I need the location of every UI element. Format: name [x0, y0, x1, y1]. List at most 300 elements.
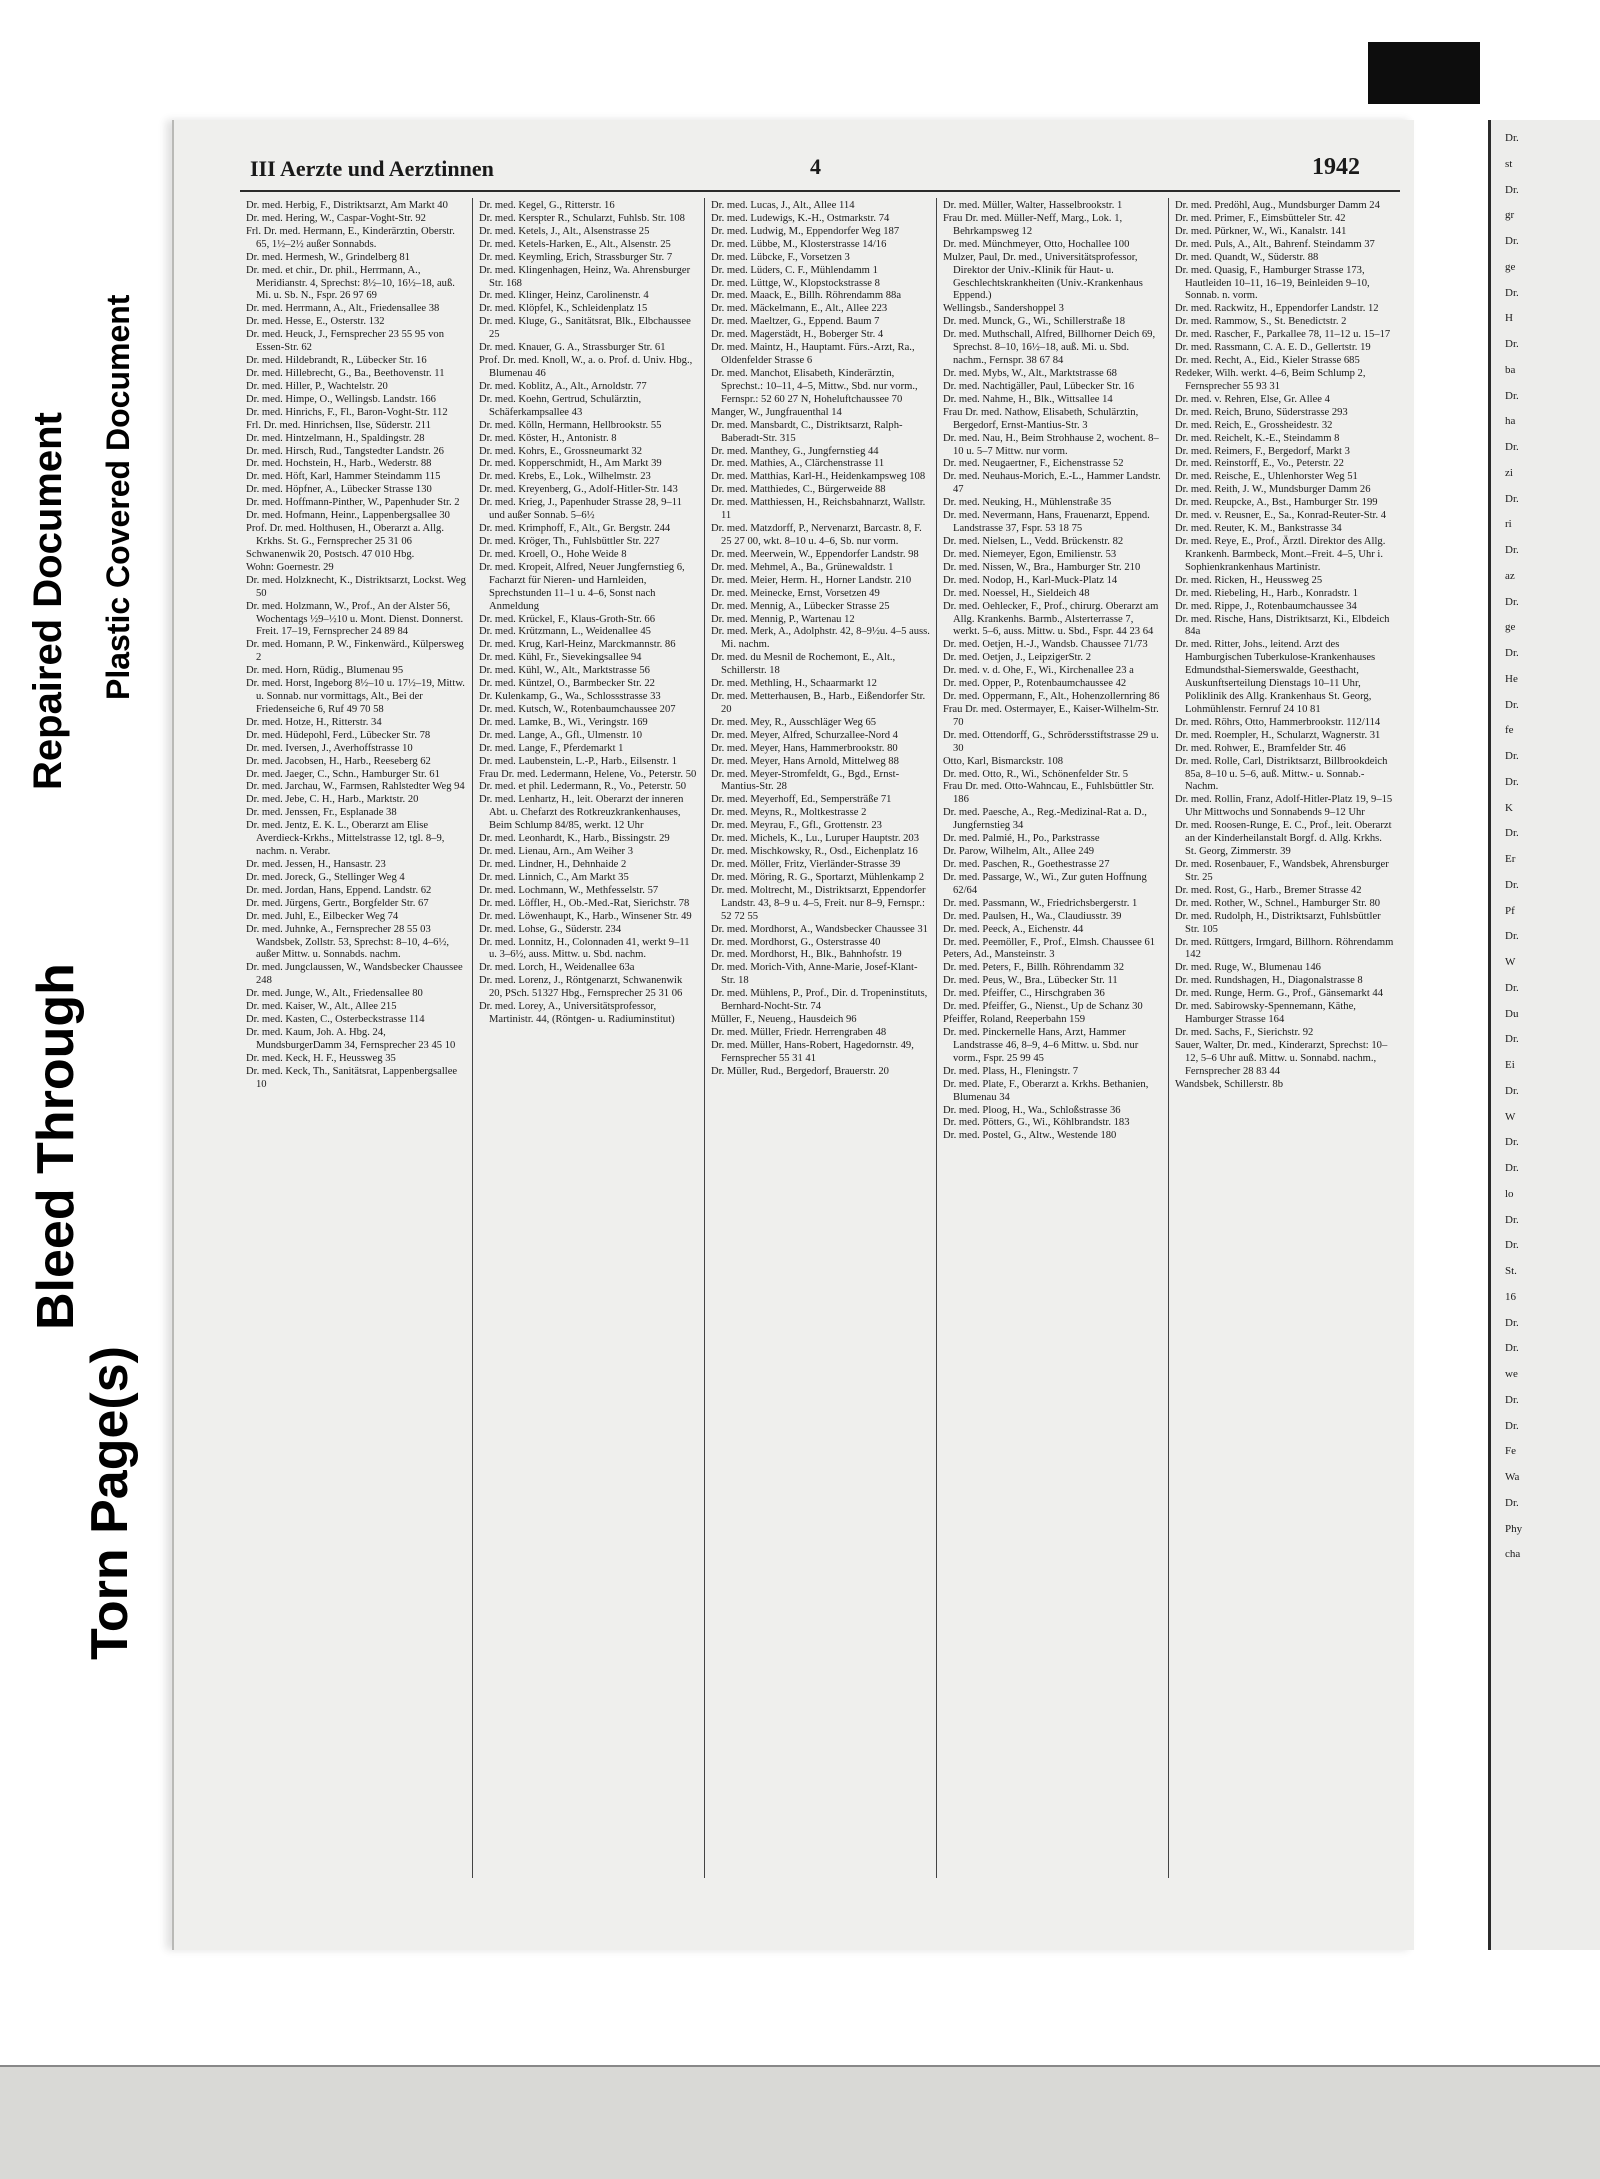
directory-entry: Dr. med. Rammow, S., St. Benedictstr. 2: [1175, 316, 1347, 328]
adjacent-page-fragment: Du: [1505, 1007, 1519, 1020]
adjacent-page-fragment: we: [1505, 1368, 1518, 1380]
directory-entry: Dr. med. Ritter, Johs., leitend. Arzt des Hamburgischen Tuberkulose-Krankenhauses Edmundsthal-Siemerswalde, Geesthacht, Auskunftserteilung Dienstags 10–11 Uhr, Poliklinik des Allg. Krankenhaus St. Georg, Lohmühlenstr. Fernruf 24 10 81: [1175, 639, 1376, 715]
directory-entry: Dr. med. Mäckelmann, E., Alt., Allee 223: [711, 303, 888, 315]
directory-entry: Dr. med. Horst, Ingeborg 8½–10 u. 17½–19, Mittw. u. Sonnab. nur vormittags, Alt., Bei der Friedenseiche 6, Ruf 49 70 58: [246, 678, 465, 715]
directory-entry: Dr. med. Meyns, R., Moltkestrasse 2: [711, 807, 867, 819]
directory-entry: Dr. med. Jaeger, C., Schn., Hamburger Str. 61: [246, 768, 440, 780]
section-title: III Aerzte und Aerztinnen: [250, 156, 494, 181]
directory-entry: Dr. med. Maack, E., Billh. Röhrendamm 88a: [711, 290, 902, 302]
directory-entry: Dr. med. Krützmann, L., Weidenallee 45: [479, 626, 651, 638]
directory-entry: Dr. med. Lonnitz, H., Colonnaden 41, werkt 9–11 u. 3–6½, auss. Mittw. u. Sbd. nachm.: [479, 936, 690, 961]
directory-entry: Dr. med. Rundshagen, H., Diagonalstrasse 8: [1175, 975, 1363, 987]
directory-entry: Dr. med. Peemöller, F., Prof., Elmsh. Chaussee 61: [943, 936, 1156, 948]
directory-entry: Dr. Müller, Rud., Bergedorf, Brauerstr. 20: [711, 1065, 889, 1077]
adjacent-page-fragment: Dr.: [1505, 878, 1519, 891]
directory-entry: Dr. med. Mehmel, A., Ba., Grünewaldstr. 1: [711, 561, 894, 573]
adjacent-page-fragment: Dr.: [1505, 1316, 1519, 1329]
page-content: [240, 150, 1400, 1910]
directory-entry: Dr. med. du Mesnil de Rochemont, E., Alt., Schillerstr. 18: [711, 652, 896, 677]
directory-entry: Dr. med. Klinger, Heinz, Carolinenstr. 4: [479, 290, 649, 302]
adjacent-page-fragment: Dr.: [1505, 775, 1519, 788]
adjacent-page-fragment: Dr.: [1505, 1213, 1519, 1226]
directory-entry: Dr. med. Lindner, H., Dehnhaide 2: [479, 859, 627, 871]
adjacent-page-fragment: Dr.: [1505, 1239, 1519, 1252]
adjacent-page-fragment: Fe: [1505, 1445, 1516, 1458]
directory-entry: Dr. med. Hüdepohl, Ferd., Lübecker Str. 78: [246, 729, 431, 741]
directory-entry: Dr. med. Rassmann, C. A. E. D., Gellertstr. 19: [1175, 342, 1371, 354]
directory-entry: Dr. med. Jarchau, W., Farmsen, Rahlstedter Weg 94: [246, 781, 465, 793]
directory-entry: Dr. med. Holzknecht, K., Distriktsarzt, Lockst. Weg 50: [246, 574, 466, 599]
adjacent-page-fragment: Dr.: [1505, 1033, 1519, 1046]
directory-entry: Dr. med. Muthschall, Alfred, Billhorner Deich 69, Sprechst. 8–10, 16½–18, auß. Mi. u. Sbd. nachm., Fernspr. 38 67 84: [943, 329, 1156, 367]
directory-entry: Dr. med. Maintz, H., Hauptamt. Fürs.-Arzt, Ra., Oldenfelder Strasse 6: [711, 342, 915, 367]
directory-entry: Dr. med. Nahme, H., Blk., Wittsallee 14: [943, 393, 1113, 405]
directory-entry: Dr. med. Kohrs, E., Grossneumarkt 32: [479, 445, 643, 457]
directory-entry: Dr. med. et phil. Ledermann, R., Vo., Peterstr. 50: [479, 781, 687, 793]
directory-entry: Dr. med. Nau, H., Beim Strohhause 2, wochent. 8–10 u. 5–7 Mittw. nur vorm.: [943, 432, 1159, 457]
directory-entry: Dr. med. Peters, F., Billh. Röhrendamm 32: [943, 962, 1124, 974]
directory-entry: Dr. Kulenkamp, G., Wa., Schlossstrasse 33: [479, 691, 661, 703]
directory-entry: Dr. med. Krug, Karl-Heinz, Marckmannstr. 86: [479, 639, 676, 651]
directory-entry: Dr. med. Oetjen, J., LeipzigerStr. 2: [943, 652, 1091, 664]
directory-entry: Dr. med. Matthiedes, C., Bürgerweide 88: [711, 484, 886, 496]
directory-entry: Dr. med. Rolle, Carl, Distriktsarzt, Billbrookdeich 85a, 8–10 u. 5–6, auß. Mittw.- u. Sonnab.-Nachm.: [1175, 755, 1388, 793]
directory-entry: Dr. med. Matthiessen, H., Reichsbahnarzt, Wallstr. 11: [711, 497, 926, 522]
scan-black-corner: [1368, 42, 1480, 104]
directory-entry: Dr. med. Krieg, J., Papenhuder Strasse 28, 9–11 und außer Sonnab. 5–6½: [479, 497, 682, 522]
directory-entry: Dr. med. Merk, A., Adolphstr. 42, 8–9½u. 4–5 auss. Mi. nachm.: [711, 626, 930, 651]
adjacent-page-fragment: ba: [1505, 363, 1516, 376]
directory-entry: Dr. med. Kutsch, W., Rotenbaumchaussee 207: [479, 703, 676, 715]
adjacent-page-fragment: Dr.: [1505, 981, 1519, 994]
directory-entry: Dr. med. Oppermann, F., Alt., Hohenzollernring 86: [943, 691, 1160, 703]
adjacent-page-fragment: cha: [1505, 1548, 1521, 1561]
directory-entry: Dr. med. Kerspter R., Schularzt, Fuhlsb. Str. 108: [479, 212, 685, 224]
directory-entry: Prof. Dr. med. Knoll, W., a. o. Prof. d. Univ. Hbg., Blumenau 46: [479, 355, 693, 379]
directory-entry: Dr. med. Plass, H., Fleningstr. 7: [943, 1065, 1079, 1077]
directory-entry: Dr. med. Kühl, W., Alt., Marktstrasse 56: [479, 665, 650, 677]
directory-entry: Dr. med. Herbig, F., Distriktsarzt, Am Markt 40: [246, 200, 448, 211]
adjacent-page-fragment: Dr.: [1505, 595, 1519, 608]
directory-entry: Dr. med. Homann, P. W., Finkenwärd., Külpersweg 2: [246, 639, 464, 664]
directory-entry: Dr. med. Predöhl, Aug., Mundsburger Damm 24: [1175, 200, 1380, 211]
directory-entry: Dr. med. Lange, F., Pferdemarkt 1: [479, 742, 624, 754]
directory-entry: Dr. med. Hirsch, Rud., Tangstedter Landstr. 26: [246, 445, 444, 457]
directory-entry: Dr. med. Rollin, Franz, Adolf-Hitler-Platz 19, 9–15 Uhr Mittwochs und Sonnabends 9–12 Uhr: [1175, 794, 1393, 819]
adjacent-page-fragment: Dr.: [1505, 338, 1519, 350]
directory-entry: Dr. med. Ketels, J., Alt., Alsenstrasse 25: [479, 225, 650, 237]
directory-entry: Dr. med. Kreyenberg, G., Adolf-Hitler-Str. 143: [479, 484, 678, 496]
directory-entry: Dr. med. Ploog, H., Wa., Schloßstrasse 36: [943, 1104, 1121, 1116]
directory-entry: Dr. med. Möring, R. G., Sportarzt, Mühlenkamp 2: [711, 871, 925, 883]
directory-entry: Dr. med. Pfeiffer, G., Nienst., Up de Schanz 30: [943, 1001, 1143, 1013]
directory-entry: Dr. med. Jürgens, Gertr., Borgfelder Str. 67: [246, 897, 429, 909]
directory-entry: Dr. med. Reimers, F., Bergedorf, Markt 3: [1175, 445, 1350, 457]
directory-entry: Dr. med. Lorenz, J., Röntgenarzt, Schwanenwik 20, PSch. 51327 Hbg., Fernsprecher 25 31 06: [479, 975, 683, 1000]
directory-entry: Sauer, Walter, Dr. med., Kinderarzt, Sprechst: 10–12, 5–6 Uhr auß. Mittw. u. Sonnabd. nachm., Fernsprecher 28 83 44: [1175, 1039, 1388, 1077]
adjacent-page-fragment: Dr.: [1505, 698, 1519, 711]
directory-entry: Dr. med. Juhl, E., Eilbecker Weg 74: [246, 910, 399, 922]
adjacent-page-fragment: gr: [1505, 209, 1515, 222]
directory-entry: Dr. med. Möller, Fritz, Vierländer-Strasse 39: [711, 859, 901, 871]
directory-entry: Dr. med. Meyer-Stromfeldt, G., Bgd., Ernst-Mantius-Str. 28: [711, 768, 900, 793]
directory-entry: Dr. med. Löwenhaupt, K., Harb., Winsener Str. 49: [479, 910, 692, 922]
adjacent-page-fragment: Wa: [1505, 1471, 1520, 1483]
directory-entry: Dr. med. Meyrau, F., Gfl., Grottenstr. 23: [711, 820, 882, 832]
adjacent-page-fragment: Dr.: [1505, 750, 1519, 762]
directory-entry: Dr. med. Krebs, E., Lok., Wilhelmstr. 23: [479, 471, 651, 483]
directory-entry: Otto, Karl, Bismarckstr. 108: [943, 755, 1064, 767]
directory-entry: Dr. med. Mathies, A., Clärchenstrasse 11: [711, 458, 885, 470]
directory-entry: Dr. med. Sabirowsky-Spennemann, Käthe, Hamburger Strasse 164: [1175, 1001, 1356, 1026]
directory-entry: Dr. med. Ludwig, M., Eppendorfer Weg 187: [711, 225, 900, 237]
directory-entry: Dr. med. Rohwer, E., Bramfelder Str. 46: [1175, 742, 1346, 754]
directory-entry: Dr. med. Hochstein, H., Harb., Wederstr. 88: [246, 458, 432, 470]
adjacent-page-fragment: Dr.: [1505, 827, 1519, 840]
directory-entry: Frau Dr. med. Ostermayer, E., Kaiser-Wilhelm-Str. 70: [943, 703, 1159, 728]
adjacent-page-fragment: ri: [1505, 518, 1512, 531]
directory-entry: Dr. med. Lübcke, F., Vorsetzen 3: [711, 251, 850, 263]
directory-entry: Dr. med. Passmann, W., Friedrichsbergerstr. 1: [943, 897, 1138, 909]
directory-entry: Dr. med. Müller, Friedr. Herrengraben 48: [711, 1027, 887, 1038]
directory-entry: Dr. med. Mansbardt, C., Distriktsarzt, Ralph-Baberadt-Str. 315: [711, 419, 903, 444]
directory-entry: Dr. med. Heuck, J., Fernsprecher 23 55 95 von Essen-Str. 62: [246, 329, 445, 354]
directory-entry: Dr. med. Klöpfel, K., Schleidenplatz 15: [479, 303, 648, 315]
directory-entry: Dr. med. Lucas, J., Alt., Allee 114: [711, 200, 855, 211]
adjacent-page-fragment: zi: [1505, 466, 1513, 479]
directory-entry: Dr. med. Morich-Vith, Anne-Marie, Josef-Klant-Str. 18: [711, 962, 918, 987]
adjacent-page-fragment: fe: [1505, 724, 1514, 737]
directory-entry: Dr. med. et chir., Dr. phil., Herrmann, A., Meridianstr. 4, Sprechst: 8½–10, 16½–18, auß. Mi. u. Sb. N., Fspr. 26 97 69: [246, 264, 455, 302]
directory-entry: Dr. med. Reich, Bruno, Süderstrasse 293: [1175, 406, 1348, 418]
directory-entry: Dr. med. Röhrs, Otto, Hammerbrookstr. 112/114: [1175, 716, 1381, 728]
directory-entry: Dr. med. Pürkner, W., Wi., Kanalstr. 141: [1175, 225, 1347, 237]
directory-entry: Redeker, Wilh. werkt. 4–6, Beim Schlump 2, Fernsprecher 55 93 31: [1175, 367, 1366, 392]
directory-entry: Frl. Dr. med. Hinrichsen, Ilse, Süderstr. 211: [246, 419, 431, 431]
directory-entry: Dr. med. Mordhorst, H., Blk., Bahnhofstr. 19: [711, 949, 902, 961]
directory-entry: Dr. med. v. Reusner, E., Sa., Konrad-Reuter-Str. 4: [1175, 510, 1387, 522]
adjacent-page-fragment: Dr.: [1505, 1393, 1519, 1406]
directory-entry: Dr. med. Lorch, H., Weidenallee 63a: [479, 962, 635, 974]
adjacent-page-fragment: Dr.: [1505, 1496, 1519, 1509]
directory-entry: Dr. med. Plate, F., Oberarzt a. Krkhs. Bethanien, Blumenau 34: [943, 1078, 1149, 1103]
directory-entry: Frau Dr. med. Ledermann, Helene, Vo., Peterstr. 50: [479, 768, 697, 780]
directory-entry: Dr. med. Nissen, W., Bra., Hamburger Str. 210: [943, 561, 1141, 573]
label-repaired-document: Repaired Document: [26, 412, 70, 790]
directory-entry: Dr. med. Munck, G., Wi., Schillerstraße 18: [943, 316, 1126, 328]
directory-entry: Dr. med. Neugaertner, F., Eichenstrasse 52: [943, 458, 1124, 470]
directory-entry: Dr. med. Rosenbauer, F., Wandsbek, Ahrensburger Str. 25: [1175, 859, 1389, 883]
directory-entry: Dr. med. Junge, W., Alt., Friedensallee 80: [246, 988, 423, 1000]
page-header: [240, 150, 1400, 192]
directory-entry: Dr. med. Küntzel, O., Barmbecker Str. 22: [479, 678, 655, 690]
directory-entry: Frau Dr. med. Otto-Wahncau, E., Fuhlsbüttler Str. 186: [943, 781, 1154, 806]
directory-entry: Dr. med. Keck, Th., Sanitätsrat, Lappenbergsallee 10: [246, 1065, 458, 1090]
directory-entry: Manger, W., Jungfrauenthal 14: [711, 406, 842, 418]
directory-entry: Dr. med. Münchmeyer, Otto, Hochallee 100: [943, 238, 1130, 250]
directory-entry: Dr. med. Kühl, Fr., Sievekingsallee 94: [479, 652, 642, 664]
directory-entry: Dr. med. Ketels-Harken, E., Alt., Alsenstr. 25: [479, 238, 671, 250]
directory-entry: Dr. med. Lohse, G., Süderstr. 234: [479, 923, 622, 935]
directory-entry: Dr. med. Paulsen, H., Wa., Claudiusstr. 39: [943, 910, 1122, 922]
directory-entry: Dr. med. Jessen, H., Hansastr. 23: [246, 859, 386, 871]
directory-entry: Dr. med. Manthey, G., Jungfernstieg 44: [711, 445, 879, 457]
directory-entry: Dr. med. Kaiser, W., Alt., Allee 215: [246, 1001, 397, 1013]
directory-entry: Dr. med. Riebeling, H., Harb., Konradstr. 1: [1175, 587, 1359, 599]
directory-entry: Dr. med. Rudolph, H., Distriktsarzt, Fuhlsbüttler Str. 105: [1175, 910, 1381, 935]
directory-entry: Dr. med. Lange, A., Gfl., Ulmenstr. 10: [479, 729, 643, 741]
directory-entry: Dr. med. Joreck, G., Stellinger Weg 4: [246, 871, 405, 883]
directory-entry: Dr. med. Lüders, C. F., Mühlendamm 1: [711, 264, 878, 276]
year-label: 1942: [1312, 154, 1360, 180]
top-margin: [0, 0, 1600, 42]
directory-entry: Dr. med. Juhnke, A., Fernsprecher 28 55 03 Wandsbek, Zollstr. 53, Sprechst: 8–10, 4–6½, außer Mittw. u. Sonnabds. nachm.: [246, 923, 450, 961]
directory-entry: Dr. med. Moltrecht, M., Distriktsarzt, Eppendorfer Landstr. 43, 8–9 u. 4–5, Freit. nur 8–9, Fernspr.: 52 72 55: [711, 884, 926, 922]
directory-entry: Dr. med. Recht, A., Eid., Kieler Strasse 685: [1175, 355, 1360, 367]
directory-entry: Dr. med. Sachs, F., Sierichstr. 92: [1175, 1027, 1314, 1038]
adjacent-page-fragment: He: [1505, 672, 1518, 685]
directory-entry: Dr. med. Rost, G., Harb., Bremer Strasse 42: [1175, 884, 1362, 896]
directory-entry: Dr. med. Jentz, E. K. L., Oberarzt am Elise Averdieck-Krkhs., Mittelstrasse 12, tgl. 8–9, nachm. n. Verabr.: [246, 820, 445, 858]
directory-entry: Dr. med. Meyer, Alfred, Schurzallee-Nord 4: [711, 729, 898, 741]
directory-entry: Dr. med. Noessel, H., Sieldeich 48: [943, 587, 1090, 599]
directory-entry: Dr. med. Postel, G., Altw., Westende 180: [943, 1130, 1117, 1142]
adjacent-page-fragment: Dr.: [1505, 1419, 1519, 1432]
directory-entry: Dr. med. Pinckernelle Hans, Arzt, Hammer Landstrasse 46, 8–9, 4–6 Mittw. u. Sbd. nur vorm., Fspr. 25 99 45: [943, 1027, 1139, 1064]
directory-entry: Dr. med. Nevermann, Hans, Frauenarzt, Eppend. Landstrasse 37, Fspr. 53 18 75: [943, 510, 1150, 535]
directory-entry: Dr. med. Kegel, G., Ritterstr. 16: [479, 200, 615, 211]
directory-entry: Dr. med. Lochmann, W., Methfesselstr. 57: [479, 884, 659, 896]
adjacent-page-fragment: Dr.: [1505, 1084, 1519, 1097]
adjacent-page-fragment: Dr.: [1505, 930, 1519, 943]
directory-entry: Dr. med. Mybs, W., Alt., Marktstrasse 68: [943, 367, 1117, 379]
directory-entry: Dr. med. Rippe, J., Rotenbaumchaussee 34: [1175, 600, 1357, 612]
directory-entry: Dr. med. Kluge, G., Sanitätsrat, Blk., Elbchaussee 25: [479, 316, 691, 341]
directory-entry: Dr. med. Kropeit, Alfred, Neuer Jungfernstieg 6, Facharzt für Nieren- und Harnleiden, Sprechstunden 11–1 u. 4–6, Sonst nach Anmeldung: [479, 561, 685, 612]
adjacent-page-fragment: az: [1505, 569, 1515, 582]
directory-column-1: [240, 198, 472, 1878]
directory-entry: Dr. med. Kasten, C., Osterbeckstrasse 114: [246, 1014, 425, 1026]
directory-entry: Dr. med. Oetjen, H.-J., Wandsb. Chaussee 71/73: [943, 639, 1148, 651]
directory-entry: Dr. med. Neuking, H., Mühlenstraße 35: [943, 497, 1112, 509]
adjacent-page-fragment: Dr.: [1505, 183, 1519, 196]
directory-entry: Dr. med. v. d. Ohe, F., Wi., Kirchenallee 23 a: [943, 665, 1134, 677]
directory-entry: Peters, Ad., Mansteinstr. 3: [943, 949, 1055, 961]
directory-entry: Wellingsb., Sandershoppel 3: [943, 303, 1064, 315]
directory-entry: Dr. med. Metterhausen, B., Harb., Eißendorfer Str. 20: [711, 691, 926, 715]
directory-entry: Dr. med. Kölln, Hermann, Hellbrookstr. 55: [479, 419, 662, 431]
directory-entry: Dr. med. Kroell, O., Hohe Weide 8: [479, 548, 627, 560]
directory-entry: Dr. med. Meinecke, Ernst, Vorsetzen 49: [711, 587, 880, 599]
directory-entry: Dr. med. Nachtigäller, Paul, Lübecker Str. 16: [943, 380, 1135, 392]
directory-entry: Dr. med. Hofmann, Heinr., Lappenbergsallee 30: [246, 510, 450, 522]
adjacent-page-fragment: Ei: [1505, 1059, 1515, 1071]
directory-entry: Dr. med. Jungclaussen, W., Wandsbecker Chaussee 248: [246, 962, 463, 987]
directory-entry: Dr. med. Rackwitz, H., Eppendorfer Landstr. 12: [1175, 303, 1379, 315]
directory-entry: Dr. med. Müller, Walter, Hasselbrookstr. 1: [943, 200, 1123, 211]
directory-entry: Dr. med. Oehlecker, F., Prof., chirurg. Oberarzt am Allg. Krankenhs. Barmb., Alsterterrasse 7, werkt. 5–6, auss. Mittw. u. Sbd., Fspr. 44 23 64: [943, 600, 1159, 638]
directory-entry: Dr. med. Kopperschmidt, H., Am Markt 39: [479, 458, 662, 470]
directory-entry: Dr. med. Lamke, B., Wi., Veringstr. 169: [479, 716, 648, 728]
directory-entry: Dr. med. Linnich, C., Am Markt 35: [479, 871, 629, 883]
directory-entry: Dr. med. Reuter, K. M., Bankstrasse 34: [1175, 523, 1342, 535]
adjacent-page-fragment: ha: [1505, 415, 1516, 428]
directory-entry: Dr. med. Mennig, A., Lübecker Strasse 25: [711, 600, 890, 612]
directory-entry: Dr. med. Puls, A., Alt., Bahrenf. Steindamm 37: [1175, 238, 1375, 250]
directory-entry: Dr. med. Meyer, Hans, Hammerbrookstr. 80: [711, 742, 898, 754]
directory-entry: Dr. med. Lüttge, W., Klopstockstrasse 8: [711, 277, 880, 289]
directory-entry: Dr. med. Roosen-Runge, E. C., Prof., leit. Oberarzt an der Kinderheilanstalt Borgf. d. Allg. Krkhs. St. Georg, Zimmerstr. 39: [1175, 820, 1392, 858]
adjacent-page-fragment: Dr.: [1505, 286, 1519, 299]
label-bleed-through: Bleed Through: [27, 963, 85, 1330]
adjacent-page-fragment: St.: [1505, 1265, 1517, 1277]
directory-entry: Dr. med. Himpe, O., Wellingsb. Landstr. 166: [246, 393, 436, 405]
directory-entry: Dr. med. Mordhorst, A., Wandsbecker Chaussee 31: [711, 923, 928, 935]
adjacent-page-fragment: Pf: [1505, 904, 1515, 917]
label-torn-pages: Torn Page(s): [81, 1346, 139, 1660]
directory-entry: Dr. med. Palmié, H., Po., Parkstrasse: [943, 833, 1100, 845]
directory-entry: Dr. med. Maeltzer, G., Eppend. Baum 7: [711, 316, 880, 328]
directory-entry: Dr. med. Methling, H., Schaarmarkt 12: [711, 678, 877, 690]
directory-entry: Dr. med. Neuhaus-Morich, E.-L., Hammer Landstr. 47: [943, 471, 1161, 496]
directory-entry: Dr. med. Runge, Herm. G., Prof., Gänsemarkt 44: [1175, 988, 1384, 1000]
directory-entry: Dr. med. Keymling, Erich, Strassburger Str. 7: [479, 251, 673, 263]
directory-entry: Dr. med. Primer, F., Eimsbütteler Str. 42: [1175, 212, 1346, 224]
adjacent-page-fragment: Dr.: [1505, 1136, 1519, 1149]
directory-entry: Dr. med. Reith, J. W., Mundsburger Damm 26: [1175, 484, 1371, 496]
directory-entry: Wandsbek, Schillerstr. 8b: [1175, 1078, 1284, 1090]
directory-column-3: [704, 198, 936, 1878]
directory-entry: Dr. med. Nodop, H., Karl-Muck-Platz 14: [943, 574, 1118, 586]
directory-entry: Dr. med. Meyer, Hans Arnold, Mittelweg 88: [711, 755, 899, 767]
directory-entry: Dr. med. Kaum, Joh. A. Hbg. 24, MundsburgerDamm 34, Fernsprecher 23 45 10: [246, 1027, 456, 1051]
directory-entry: Dr. med. Hermesh, W., Grindelberg 81: [246, 251, 410, 263]
adjacent-page-fragment: Dr.: [1505, 132, 1519, 144]
directory-entry: Dr. med. Rother, W., Schnel., Hamburger Str. 80: [1175, 897, 1381, 909]
adjacent-page-fragment: Dr.: [1505, 647, 1519, 659]
directory-entry: Dr. med. Mühlens, P., Prof., Dir. d. Tropeninstituts, Bernhard-Nocht-Str. 74: [711, 988, 928, 1013]
directory-entry: Dr. med. Lübbe, M., Klosterstrasse 14/16: [711, 238, 887, 250]
directory-entry: Dr. med. Jebe, C. H., Harb., Marktstr. 20: [246, 794, 419, 806]
directory-entry: Dr. med. Ottendorff, G., Schrödersstiftstrasse 29 u. 30: [943, 729, 1159, 754]
directory-entry: Prof. Dr. med. Holthusen, H., Oberarzt a. Allg. Krkhs. St. G., Fernsprecher 25 31 06: [246, 523, 445, 547]
adjacent-page-fragment: H: [1505, 312, 1513, 325]
directory-entry: Dr. med. Herrmann, A., Alt., Friedensallee 38: [246, 303, 440, 315]
directory-entry: Dr. med. Kröger, Th., Fuhlsbüttler Str. 227: [479, 535, 660, 547]
directory-entry: Dr. med. Meerwein, W., Eppendorfer Landstr. 98: [711, 548, 919, 560]
next-page-edge: [1488, 120, 1600, 1950]
directory-entry: Müller, F., Neueng., Hausdeich 96: [711, 1014, 857, 1026]
directory-entry: Dr. med. Jordan, Hans, Eppend. Landstr. 62: [246, 884, 432, 896]
directory-entry: Dr. med. Klingenhagen, Heinz, Wa. Ahrensburger Str. 168: [479, 264, 691, 289]
directory-entry: Dr. med. Mey, R., Ausschläger Weg 65: [711, 716, 877, 728]
directory-entry: Dr. med. Krückel, F., Klaus-Groth-Str. 66: [479, 613, 655, 625]
directory-entry: Dr. med. Hintzelmann, H., Spaldingstr. 28: [246, 432, 425, 444]
directory-entry: Dr. med. Krimphoff, F., Alt., Gr. Bergstr. 244: [479, 523, 671, 535]
directory-entry: Dr. med. Koblitz, A., Alt., Arnoldstr. 77: [479, 380, 647, 392]
adjacent-page-fragment: Dr.: [1505, 492, 1519, 505]
directory-entry: Dr. Parow, Wilhelm, Alt., Allee 249: [943, 846, 1095, 858]
directory-entry: Dr. med. Höft, Karl, Hammer Steindamm 115: [246, 471, 441, 483]
directory-entry: Dr. med. Hillebrecht, G., Ba., Beethovenstr. 11: [246, 367, 445, 379]
directory-entry: Dr. med. Iversen, J., Averhoffstrasse 10: [246, 742, 413, 754]
directory-entry: Frau Dr. med. Nathow, Elisabeth, Schulärztin, Bergedorf, Ernst-Mantius-Str. 3: [943, 406, 1139, 431]
directory-entry: Dr. med. Pfeiffer, C., Hirschgraben 36: [943, 988, 1105, 1000]
directory-entry: Dr. med. Mordhorst, G., Osterstrasse 40: [711, 936, 881, 948]
directory-entry: Dr. med. Ludewigs, K.-H., Ostmarkstr. 74: [711, 212, 890, 224]
directory-entry: Pfeiffer, Roland, Reeperbahn 159: [943, 1014, 1086, 1026]
directory-entry: Dr. med. Höpfner, A., Lübecker Strasse 130: [246, 484, 432, 496]
directory-entry: Dr. med. Jenssen, Fr., Esplanade 38: [246, 807, 397, 819]
directory-entry: Dr. med. Meyerhoff, Ed., Sempersträße 71: [711, 794, 892, 806]
adjacent-page-fragment: W: [1505, 956, 1516, 968]
directory-column-5: [1168, 198, 1400, 1878]
directory-entry: Dr. med. Pötters, G., Wi., Köhlbrandstr. 183: [943, 1117, 1130, 1129]
directory-columns: [240, 198, 1400, 1878]
adjacent-page-fragment: Dr.: [1505, 389, 1519, 402]
directory-entry: Dr. med. Michels, K., Lu., Luruper Hauptstr. 203: [711, 833, 920, 845]
directory-entry: Dr. med. Holzmann, W., Prof., An der Alster 56, Wochentags ½9–½10 u. Mont. Dienst. Donnerst. Freit. 17–19, Fernsprecher 24 89 84: [246, 600, 464, 638]
adjacent-page-fragment: K: [1505, 801, 1513, 814]
directory-entry: Frl. Dr. med. Hermann, E., Kinderärztin, Oberstr. 65, 1½–2½ außer Sonnabds.: [246, 225, 455, 250]
directory-entry: Dr. med. Otto, R., Wi., Schönenfelder Str. 5: [943, 768, 1129, 780]
adjacent-page-fragment: ge: [1505, 621, 1516, 634]
directory-entry: Dr. med. Niemeyer, Egon, Emilienstr. 53: [943, 548, 1117, 560]
page-number: 4: [810, 154, 821, 179]
directory-entry: Dr. med. Hotze, H., Ritterstr. 34: [246, 716, 382, 728]
directory-entry: Wohn: Goernestr. 29: [246, 561, 334, 573]
directory-entry: Dr. med. Horn, Rüdig., Blumenau 95: [246, 665, 404, 677]
directory-entry: Dr. med. Passarge, W., Wi., Zur guten Hoffnung 62/64: [943, 871, 1147, 896]
directory-entry: Dr. med. Lienau, Arn., Am Weiher 3: [479, 846, 634, 858]
adjacent-page-fragment: st: [1505, 157, 1513, 170]
directory-entry: Dr. med. Koehn, Gertrud, Schulärztin, Schäferkampsallee 43: [479, 393, 642, 418]
side-labels: [0, 230, 150, 1750]
directory-entry: Dr. med. Mennig, P., Wartenau 12: [711, 613, 855, 625]
directory-entry: Dr. med. Roempler, H., Schularzt, Wagnerstr. 31: [1175, 729, 1381, 741]
directory-entry: Schwanenwik 20, Postsch. 47 010 Hbg.: [246, 548, 415, 560]
directory-entry: Dr. med. Rische, Hans, Distriktsarzt, Ki., Elbdeich 84a: [1175, 613, 1390, 638]
directory-entry: Dr. med. Keck, H. F., Heussweg 35: [246, 1052, 396, 1064]
directory-entry: Dr. med. Reich, E., Grossheidestr. 32: [1175, 419, 1333, 431]
directory-entry: Dr. med. Reichelt, K.-E., Steindamm 8: [1175, 432, 1340, 444]
directory-column-2: [472, 198, 704, 1878]
directory-entry: Dr. med. Magerstädt, H., Boberger Str. 4: [711, 329, 884, 341]
directory-entry: Dr. med. Reische, E., Uhlenhorster Weg 51: [1175, 471, 1358, 483]
directory-entry: Dr. med. Peus, W., Bra., Lübecker Str. 11: [943, 975, 1118, 987]
directory-entry: Dr. med. Matthias, Karl-H., Heidenkampsweg 108: [711, 471, 926, 483]
label-plastic-covered: Plastic Covered Document: [100, 294, 136, 700]
directory-entry: Dr. med. Ricken, H., Heussweg 25: [1175, 574, 1323, 586]
directory-entry: Dr. med. Matzdorff, P., Nervenarzt, Barcastr. 8, F. 25 27 00, wkt. 8–10 u. 4–6, Sb. nur vorm.: [711, 523, 922, 547]
directory-entry: Dr. med. Hoffmann-Pinther, W., Papenhuder Str. 2: [246, 497, 460, 509]
directory-entry: Dr. med. Hering, W., Caspar-Voght-Str. 92: [246, 212, 426, 224]
directory-entry: Dr. med. Laubenstein, L.-P., Harb., Eilsenstr. 1: [479, 755, 678, 767]
directory-entry: Dr. med. Manchot, Elisabeth, Kinderärztin, Sprechst.: 10–11, 4–5, Mittw., Sbd. nur vorm., Fernspr.: 52 60 27 N, Hoheluftchaussee 70: [711, 367, 918, 405]
directory-entry: Dr. med. Köster, H., Antonistr. 8: [479, 432, 617, 444]
directory-entry: Dr. med. Rüttgers, Irmgard, Billhorn. Röhrendamm 142: [1175, 936, 1394, 961]
directory-entry: Dr. med. Peeck, A., Eichenstr. 44: [943, 923, 1084, 935]
adjacent-page-fragment: Phy: [1505, 1522, 1523, 1535]
directory-entry: Dr. med. Hiller, P., Wachtelstr. 20: [246, 380, 388, 392]
directory-entry: Dr. med. Lorey, A., Universitätsprofessor, Martinistr. 44, (Röntgen- u. Radiuminstitut): [479, 1001, 675, 1026]
directory-entry: Dr. med. Hesse, E., Osterstr. 132: [246, 316, 385, 328]
directory-entry: Dr. med. Jacobsen, H., Harb., Reeseberg 62: [246, 755, 431, 767]
directory-entry: Dr. med. Rascher, F., Parkallee 78, 11–12 u. 15–17: [1175, 329, 1391, 341]
scan-bottom-edge: [0, 2065, 1600, 2179]
directory-entry: Dr. med. Reye, E., Prof., Ärztl. Direktor des Allg. Krankenh. Barmbeck, Mont.–Freit. 4–5, Uhr i. Sophienkrankenhaus Martinistr.: [1175, 535, 1386, 573]
adjacent-page-fragment: Dr.: [1505, 544, 1519, 556]
